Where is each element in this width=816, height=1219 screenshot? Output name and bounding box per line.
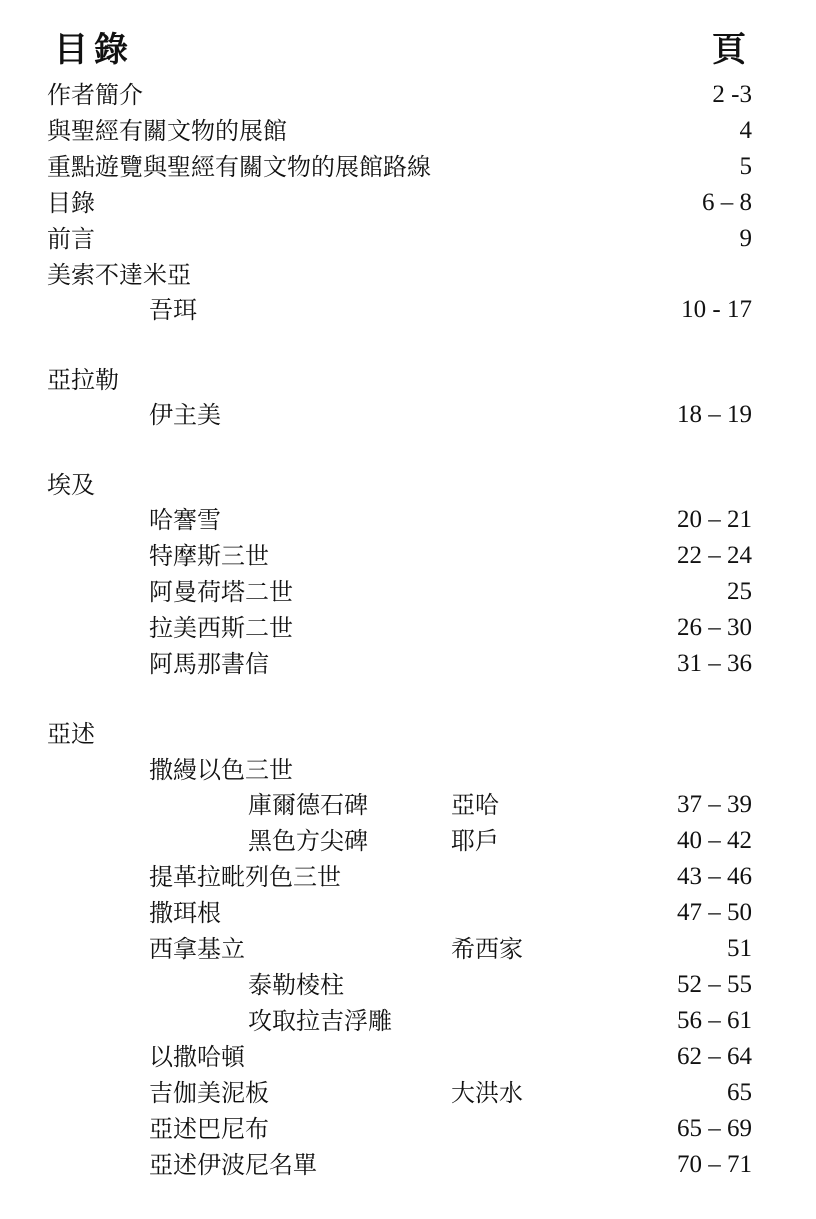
toc-entry-note: 耶戶	[451, 827, 499, 855]
toc-entry-pages: 56 – 61	[677, 1007, 752, 1034]
toc-entry	[0, 823, 816, 859]
toc-section-heading	[0, 467, 816, 503]
toc-entry-title: 提革拉毗列色三世	[149, 863, 341, 891]
toc-entry-title: 撒縵以色三世	[149, 756, 293, 784]
toc-entry-pages: 22 – 24	[677, 542, 752, 569]
toc-entry-title: 以撒哈頓	[149, 1043, 245, 1071]
toc-entry-title: 阿馬那書信	[149, 650, 269, 678]
toc-section-heading	[0, 362, 816, 398]
toc-entry	[0, 967, 816, 1003]
toc-entry	[0, 931, 816, 967]
toc-entry-title: 特摩斯三世	[149, 542, 269, 570]
toc-subsection-heading	[0, 752, 816, 788]
toc-entry-pages: 62 – 64	[677, 1043, 752, 1070]
toc-section-heading	[0, 257, 816, 293]
toc-entry-title: 作者簡介	[47, 81, 143, 109]
toc-entry-title: 哈謇雪	[149, 506, 221, 534]
toc-entry-title: 埃及	[47, 471, 95, 499]
toc-entry	[0, 113, 816, 149]
toc-entry-title: 與聖經有關文物的展館	[47, 117, 287, 145]
toc-entry	[0, 502, 816, 538]
toc-entry-note: 大洪水	[451, 1079, 523, 1107]
toc-entry-pages: 37 – 39	[677, 791, 752, 818]
toc-entry-pages: 65 – 69	[677, 1115, 752, 1142]
toc-entry-title: 前言	[47, 225, 95, 253]
toc-section-heading	[0, 716, 816, 752]
toc-entry-pages: 26 – 30	[677, 614, 752, 641]
toc-entry-pages: 5	[739, 153, 752, 180]
toc-entry-title: 西拿基立	[149, 935, 245, 963]
toc-entry-title: 亞述巴尼布	[149, 1115, 269, 1143]
toc-entry-title: 泰勒棱柱	[248, 971, 344, 999]
toc-entry-title: 目錄	[47, 189, 95, 217]
toc-entry-pages: 51	[727, 935, 752, 962]
toc-entry-pages: 47 – 50	[677, 899, 752, 926]
toc-entry-pages: 40 – 42	[677, 827, 752, 854]
toc-entry	[0, 1003, 816, 1039]
toc-entry-title: 拉美西斯二世	[149, 614, 293, 642]
toc-entry	[0, 610, 816, 646]
toc-entry	[0, 574, 816, 610]
toc-entry-title: 攻取拉吉浮雕	[248, 1007, 392, 1035]
toc-entry	[0, 859, 816, 895]
toc-entry-title: 撒珥根	[149, 899, 221, 927]
toc-entry-pages: 9	[739, 225, 752, 252]
toc-entry-title: 亞拉勒	[47, 366, 119, 394]
toc-entry-pages: 52 – 55	[677, 971, 752, 998]
toc-entry	[0, 787, 816, 823]
toc-entry	[0, 149, 816, 185]
toc-entry	[0, 292, 816, 328]
toc-entry-pages: 18 – 19	[677, 401, 752, 428]
toc-entry-title: 庫爾德石碑	[248, 791, 368, 819]
toc-entry-title: 亞述伊波尼名單	[149, 1151, 317, 1179]
toc-entry-title: 阿曼荷塔二世	[149, 578, 293, 606]
toc-entry	[0, 1039, 816, 1075]
toc-entry-pages: 10 - 17	[681, 296, 752, 323]
toc-entry-pages: 20 – 21	[677, 506, 752, 533]
toc-entry-pages: 31 – 36	[677, 650, 752, 677]
toc-entry	[0, 1111, 816, 1147]
toc-entry	[0, 77, 816, 113]
toc-entry-note: 亞哈	[451, 791, 499, 819]
toc-entry-pages: 25	[727, 578, 752, 605]
toc-entry-pages: 65	[727, 1079, 752, 1106]
toc-entry	[0, 538, 816, 574]
toc-entry-title: 吾珥	[149, 296, 197, 324]
toc-entry-title: 重點遊覽與聖經有關文物的展館路線	[47, 153, 431, 181]
page-column-heading: 頁	[712, 30, 746, 70]
toc-entry	[0, 185, 816, 221]
toc-entry-pages: 70 – 71	[677, 1151, 752, 1178]
toc-entry	[0, 1147, 816, 1183]
toc-entry-pages: 2 -3	[712, 81, 752, 108]
toc-entry	[0, 1075, 816, 1111]
toc-entry-title: 吉伽美泥板	[149, 1079, 269, 1107]
toc-entry-note: 希西家	[451, 935, 523, 963]
toc-entry-title: 亞述	[47, 720, 95, 748]
toc-heading: 目錄	[54, 30, 134, 70]
toc-entry-pages: 6 – 8	[702, 189, 752, 216]
toc-entry	[0, 397, 816, 433]
toc-entry	[0, 646, 816, 682]
toc-entry-pages: 43 – 46	[677, 863, 752, 890]
toc-entry-title: 黑色方尖碑	[248, 827, 368, 855]
toc-entry-title: 美索不達米亞	[47, 261, 191, 289]
toc-entry-title: 伊主美	[149, 401, 221, 429]
toc-entry	[0, 221, 816, 257]
toc-entry-pages: 4	[739, 117, 752, 144]
toc-entry	[0, 895, 816, 931]
